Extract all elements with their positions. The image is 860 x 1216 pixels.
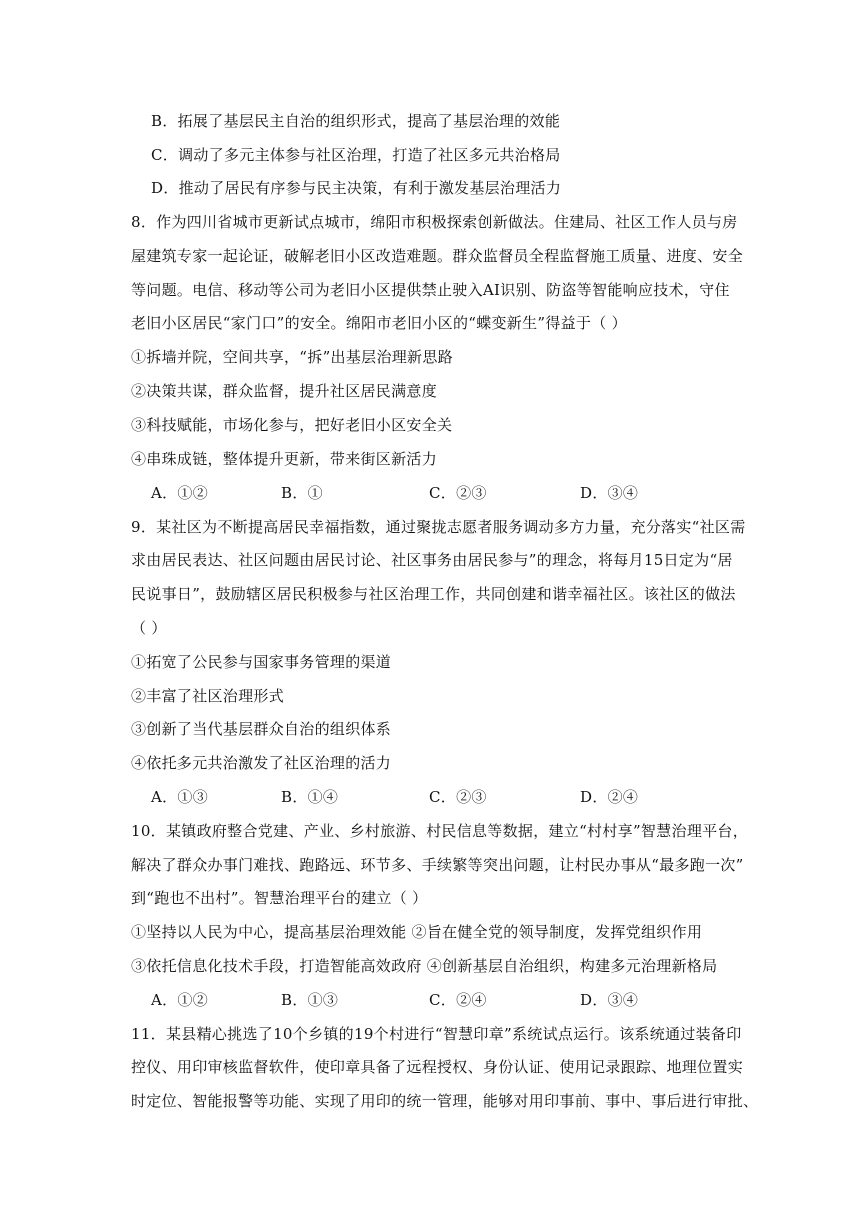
q10-choice-b: B．①③ [281,991,339,1009]
q10-choice-a: A．①② [151,991,209,1009]
q9-choice-c: C．②③ [429,788,487,806]
q10-choices [151,990,711,1010]
q10-stem-line-3: 到“跑也不出村”。智慧治理平台的建立（ ） [131,889,428,907]
q9-stem-line-1: 9．某社区为不断提高居民幸福指数，通过聚拢志愿者服务调动多方力量，充分落实“社区需 [131,518,746,536]
q8-statement-2: ②决策共谋，群众监督，提升社区居民满意度 [131,382,438,400]
q9-choices [151,787,711,807]
q8-stem-line-3: 等问题。电信、移动等公司为老旧小区提供禁止驶入AI识别、防盗等智能响应技术，守住 [131,281,730,299]
q11-stem-line-3: 时定位、智能报警等功能、实现了用印的统一管理，能够对用印事前、事中、事后进行审批、 [131,1092,759,1110]
q8-choice-a: A．①② [151,484,209,502]
q10-statement-row-2: ③依托信息化技术手段，打造智能高效政府 ④创新基层自治组织，构建多元治理新格局 [131,957,718,975]
q9-stem-line-4: （ ） [131,619,167,637]
q8-statement-4: ④串珠成链，整体提升更新，带来街区新活力 [131,450,438,468]
q10-stem-line-1: 10．某镇政府整合党建、产业、乡村旅游、村民信息等数据，建立“村村享”智慧治理平台， [131,822,749,840]
q9-choice-d: D．②④ [580,788,639,806]
q9-choice-b: B．①④ [281,788,339,806]
q11-stem-line-1: 11．某县精心挑选了10个乡镇的19个村进行“智慧印章”系统试点运行。该系统通过装备印 [131,1025,742,1043]
q8-choice-d: D．③④ [580,484,639,502]
q8-stem-line-2: 屋建筑专家一起论证，破解老旧小区改造难题。群众监督员全程监督施工质量、进度、安全 [131,247,744,265]
q9-statement-3: ③创新了当代基层群众自治的组织体系 [131,720,392,738]
q9-stem-line-3: 民说事日”，鼓励辖区居民积极参与社区治理工作，共同创建和谐幸福社区。该社区的做法 [131,585,736,603]
q11-stem-line-2: 控仪、用印审核监督软件，使印章具备了远程授权、身份认证、使用记录跟踪、地理位置实 [131,1058,744,1076]
q7-option-b: B．拓展了基层民主自治的组织形式，提高了基层治理的效能 [151,112,561,130]
q10-stem-line-2: 解决了群众办事门难找、跑路远、环节多、手续繁等突出问题，让村民办事从“最多跑一次” [131,856,744,874]
q8-choices [151,483,711,503]
q10-choice-d: D．③④ [580,991,639,1009]
q8-choice-c: C．②③ [429,484,487,502]
q10-choice-c: C．②④ [429,991,487,1009]
q8-statement-1: ①拆墙并院，空间共享，“拆”出基层治理新思路 [131,348,453,366]
q8-stem-line-1: 8．作为四川省城市更新试点城市，绵阳市积极探索创新做法。住建局、社区工作人员与房 [131,213,738,231]
q9-statement-2: ②丰富了社区治理形式 [131,687,285,705]
q7-option-d: D．推动了居民有序参与民主决策，有利于激发基层治理活力 [151,179,562,197]
q9-statement-1: ①拓宽了公民参与国家事务管理的渠道 [131,653,392,671]
q9-stem-line-2: 求由居民表达、社区问题由居民讨论、社区事务由居民参与”的理念，将每月15日定为“居 [131,551,733,569]
q8-choice-b: B．① [281,484,323,502]
q7-option-c: C．调动了多元主体参与社区治理，打造了社区多元共治格局 [151,146,561,164]
q9-choice-a: A．①③ [151,788,209,806]
q8-stem-line-4: 老旧小区居民“家门口”的安全。绵阳市老旧小区的“蝶变新生”得益于（ ） [131,314,627,332]
q9-statement-4: ④依托多元共治激发了社区治理的活力 [131,754,392,772]
q10-statement-row-1: ①坚持以人民为中心，提高基层治理效能 ②旨在健全党的领导制度，发挥党组织作用 [131,923,703,941]
q8-statement-3: ③科技赋能，市场化参与，把好老旧小区安全关 [131,416,453,434]
